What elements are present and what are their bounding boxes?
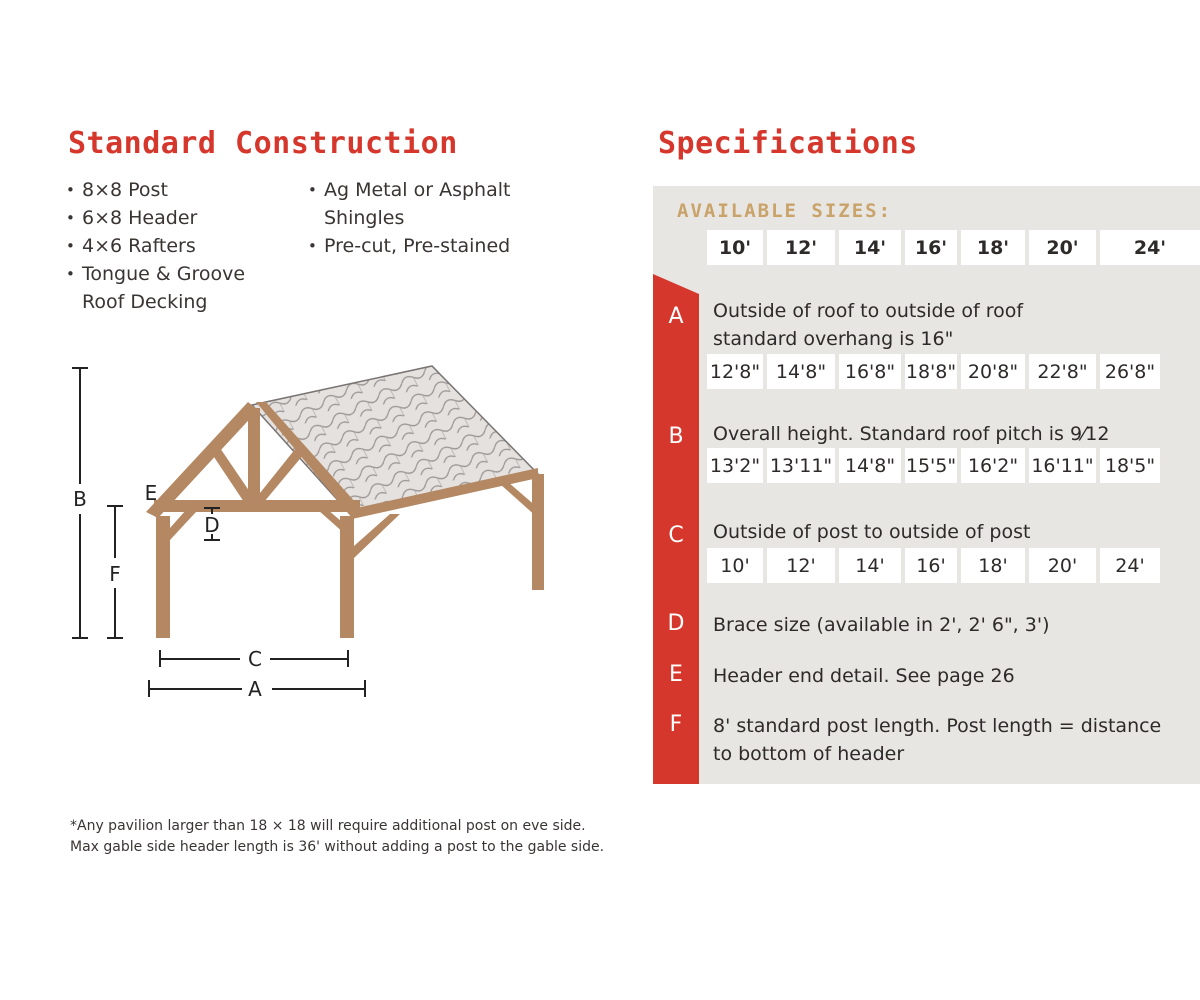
spec-letter-e: E (669, 662, 683, 687)
list-item: • 4×6 Rafters (66, 232, 266, 260)
list-item: • 8×8 Post (66, 176, 266, 204)
desc-line: Outside of roof to outside of roof (713, 300, 1024, 322)
value-cell: 16' (905, 548, 957, 583)
spec-values-row-b (653, 448, 1200, 483)
value-cell: 22'8" (1029, 354, 1096, 389)
desc-line: 8' standard post length. Post length = distance (713, 715, 1162, 737)
value-cell: 24' (1100, 548, 1160, 583)
value-cell: 16'8" (839, 354, 901, 389)
value-cell: 12' (767, 548, 835, 583)
value-cell: 20'8" (961, 354, 1025, 389)
value-cell: 18' (961, 548, 1025, 583)
value-cell: 12'8" (707, 354, 763, 389)
desc-line: to bottom of header (713, 743, 905, 765)
footnote-line: *Any pavilion larger than 18 × 18 will require additional post on eve side. (70, 818, 586, 834)
spec-desc-c (713, 518, 1183, 546)
value-cell: 14'8" (839, 448, 901, 483)
spec-letter-d: D (667, 611, 685, 636)
spec-values-row-c (653, 548, 1200, 583)
spec-desc-a (713, 297, 1183, 353)
spec-desc-b (713, 420, 1183, 448)
dimension-label-a: A (248, 677, 262, 701)
specifications-heading: Specifications (658, 126, 918, 161)
value-cell: 18'8" (905, 354, 957, 389)
pavilion-diagram (60, 350, 560, 710)
dimension-label-b: B (73, 487, 87, 511)
spec-letter-b: B (668, 424, 684, 449)
dimension-label-c: C (248, 647, 262, 671)
size-cell: 24' (1100, 230, 1200, 265)
spec-desc-e (713, 662, 1183, 690)
dimension-label-f: F (109, 562, 121, 586)
standard-construction-heading: Standard Construction (68, 126, 458, 161)
desc-line: Outside of post to outside of post (713, 521, 1031, 543)
spec-desc-f (713, 712, 1183, 768)
list-item: • Tongue & Groove Roof Decking (66, 260, 266, 316)
available-sizes-label: AVAILABLE SIZES: (677, 200, 893, 222)
value-cell: 26'8" (1100, 354, 1160, 389)
list-item: • Pre-cut, Pre-stained (308, 232, 528, 260)
sizes-row (653, 230, 1200, 265)
spec-values-row-a (653, 354, 1200, 389)
value-cell: 16'11" (1029, 448, 1096, 483)
list-item: • Ag Metal or Asphalt Shingles (308, 176, 528, 232)
value-cell: 16'2" (961, 448, 1025, 483)
size-cell: 14' (839, 230, 901, 265)
spec-letter-f: F (669, 712, 683, 737)
specifications-panel (653, 186, 1200, 784)
value-cell: 20' (1029, 548, 1096, 583)
desc-line: Header end detail. See page 26 (713, 665, 1015, 687)
desc-line: Brace size (available in 2', 2' 6", 3') (713, 614, 1050, 636)
list-item: • 6×8 Header (66, 204, 266, 232)
size-cell: 12' (767, 230, 835, 265)
spec-letter-a: A (668, 304, 684, 329)
footnote-line: Max gable side header length is 36' without adding a post to the gable side. (70, 839, 605, 855)
value-cell: 18'5" (1100, 448, 1160, 483)
size-cell: 20' (1029, 230, 1096, 265)
value-cell: 14' (839, 548, 901, 583)
value-cell: 14'8" (767, 354, 835, 389)
footnote (70, 816, 604, 858)
value-cell: 13'11" (767, 448, 835, 483)
size-cell: 16' (905, 230, 957, 265)
construction-list-1 (66, 176, 266, 316)
dimension-label-d: D (204, 513, 220, 537)
desc-line: standard overhang is 16" (713, 328, 954, 350)
spec-desc-d (713, 611, 1183, 639)
dimension-label-e: E (144, 481, 158, 505)
size-cell: 18' (961, 230, 1025, 265)
desc-line: Overall height. Standard roof pitch is 9⁄12 (713, 423, 1110, 445)
construction-list-2 (308, 176, 528, 260)
value-cell: 10' (707, 548, 763, 583)
value-cell: 15'5" (905, 448, 957, 483)
value-cell: 13'2" (707, 448, 763, 483)
back-post (532, 474, 544, 590)
size-cell: 10' (707, 230, 763, 265)
spec-letter-c: C (668, 523, 684, 548)
